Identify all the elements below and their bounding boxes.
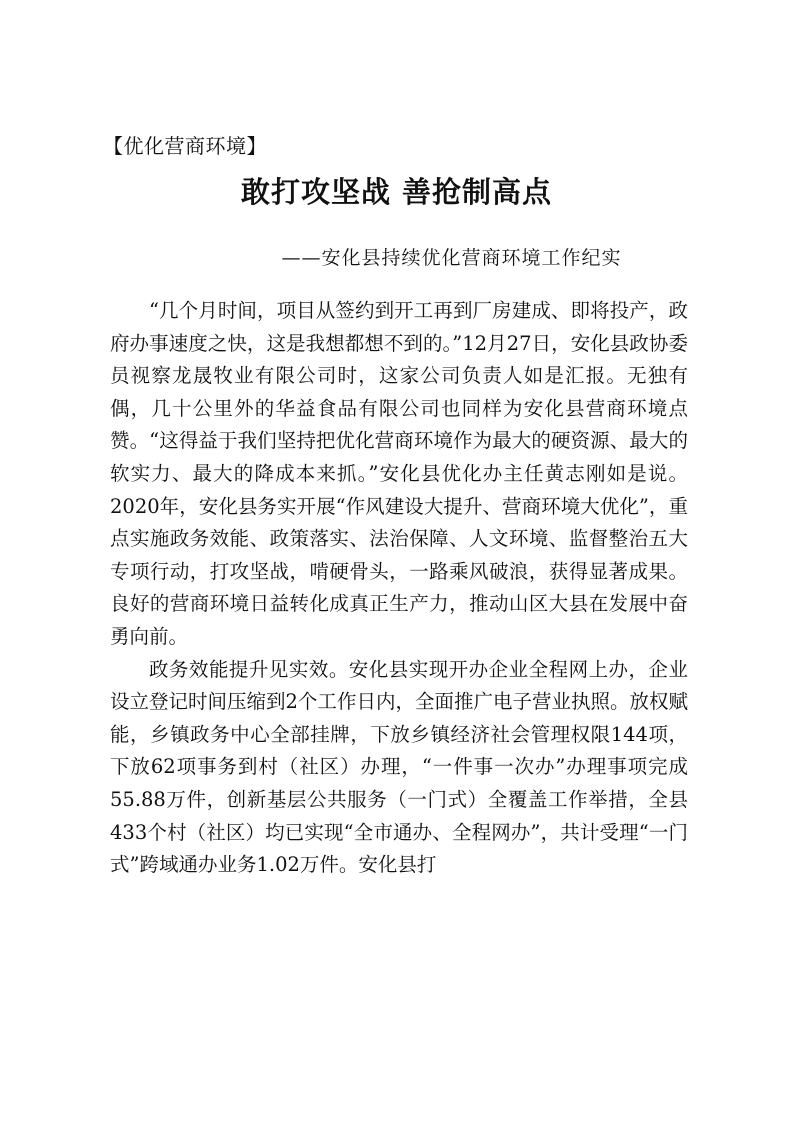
paragraph-2: 政务效能提升见实效。安化县实现开办企业全程网上办，企业设立登记时间压缩到2个工作日内，全面推广电子营业执照。放权赋能，乡镇政务中心全部挂牌，下放乡镇经济社会管理权限144项，下放62项事务到村（社区）办理，“一件事一次办”办理事项完成55.88万件，创新基层公共服务（一门式）全覆盖工作举措，全县433个村（社区）均已实现“全市通办、全程网办”，共计受理“一门式”跨域通办业务1.02万件。安化县打	[110, 657, 688, 877]
article-body	[110, 295, 688, 882]
article-subtitle: ——安化县持续优化营商环境工作纪实	[281, 247, 622, 269]
paragraph-1: “几个月时间，项目从签约到开工再到厂房建成、即将投产，政府办事速度之快，这是我想都想不到的。”12月27日，安化县政协委员视察龙晟牧业有限公司时，这家公司负责人如是汇报。无独有偶，几十公里外的华益食品有限公司也同样为安化县营商环境点赞。“这得益于我们坚持把优化营商环境作为最大的硬资源、最大的软实力、最大的降成本来抓。”安化县优化办主任黄志刚如是说。2020年，安化县务实开展“作风建设大提升、营商环境大优化”，重点实施政务效能、政策落实、法治保障、人文环境、监督整治五大专项行动，打攻坚战，啃硬骨头，一路乘风破浪，获得显著成果。良好的营商环境日益转化成真正生产力，推动山区大县在发展中奋勇向前。	[110, 299, 688, 648]
article-title: 敢打攻坚战 善抢制高点	[240, 175, 553, 209]
section-tag: 【优化营商环境】	[103, 134, 267, 158]
